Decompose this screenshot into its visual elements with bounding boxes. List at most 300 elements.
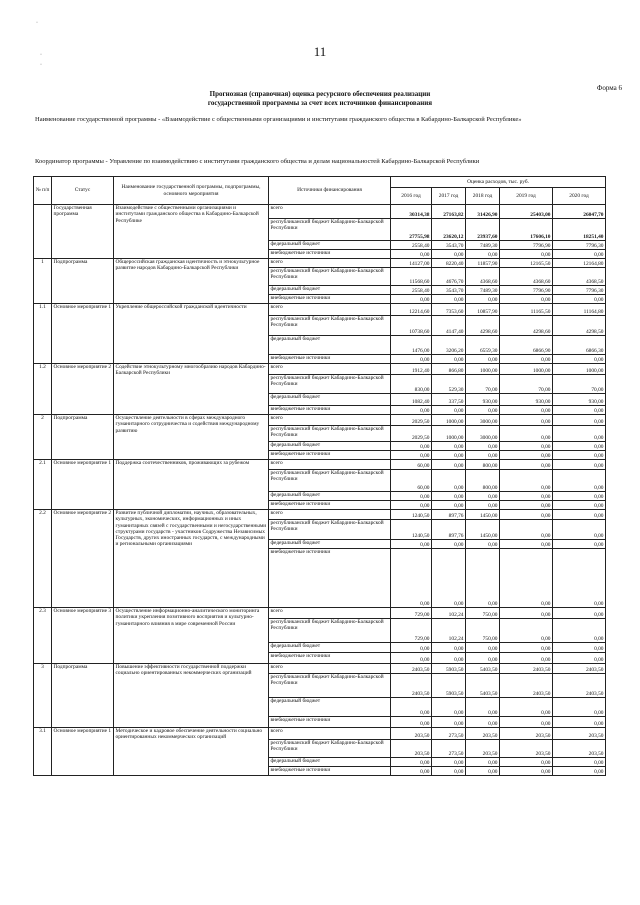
amount-cell: 203,50 [466,728,500,740]
funding-source: внебюджетные источники [269,295,391,304]
funding-source: федеральный бюджет [269,698,391,717]
row-number: 1.2 [34,364,52,415]
amount-cell: 0,00 [432,540,466,549]
amount-cell: 203,50 [500,740,553,758]
amount-cell: 2403,50 [391,664,432,674]
amount-cell: 203,50 [553,740,606,758]
amount-cell: 11165,50 [500,304,553,316]
amount-cell: 897,76 [432,520,466,540]
amount-cell: 4147,40 [432,316,466,336]
amount-cell: 10857,90 [466,304,500,316]
header-year: 2018 год [466,188,500,205]
amount-cell: 0,00 [391,492,432,501]
amount-cell: 11857,90 [466,259,500,268]
amount-cell: 5403,50 [466,674,500,698]
amount-cell: 0,00 [500,619,553,643]
row-status: Основное мероприятие 1 [52,304,114,364]
amount-cell: 4368,60 [466,268,500,286]
amount-cell: 2029,50 [391,426,432,442]
program-coordinator: Координатор программы - Управление по взаимодействию с институтами гражданского общества и делам национальностей Кабардино-Балкарской Республики [35,158,480,165]
amount-cell: 0,00 [553,470,606,492]
amount-cell: 0,00 [391,250,432,259]
amount-cell: 0,00 [432,451,466,460]
amount-cell: 0,00 [466,717,500,728]
row-program-name: Повышение эффективности государственной поддержки социально ориентированных некоммерческих организаций [114,664,269,728]
scan-mark: · [40,62,42,68]
amount-cell: 0,00 [500,549,553,608]
row-program-name: Взаимодействие с общественными организациями и институтами гражданского общества в Кабардино-Балкарской Республике [114,205,269,259]
amount-cell: 0,00 [500,608,553,619]
amount-cell: 750,00 [466,619,500,643]
amount-cell: 7489,30 [466,286,500,295]
funding-source: всего [269,205,391,219]
amount-cell: 1082,40 [391,394,432,406]
table-row [34,415,606,426]
amount-cell: 2029,50 [391,415,432,426]
funding-source: федеральный бюджет [269,336,391,355]
amount-cell: 897,76 [432,510,466,520]
amount-cell: 0,00 [432,492,466,501]
amount-cell: 203,50 [466,740,500,758]
row-number: 2.3 [34,608,52,664]
amount-cell: 31426,90 [466,205,500,219]
amount-cell: 273,50 [432,728,466,740]
funding-source: внебюджетные источники [269,767,391,776]
table-row [34,460,606,470]
funding-source: всего [269,415,391,426]
amount-cell: 0,00 [553,643,606,653]
amount-cell: 1450,00 [466,520,500,540]
title-line-2: государственной программы за счет всех источников финансирования [207,99,433,107]
funding-source: федеральный бюджет [269,241,391,250]
amount-cell: 0,00 [466,643,500,653]
funding-source: федеральный бюджет [269,758,391,767]
table-row [34,259,606,268]
table-header [34,177,606,205]
amount-cell: 0,00 [432,501,466,510]
funding-source: внебюджетные источники [269,653,391,664]
amount-cell: 830,00 [391,375,432,394]
row-status: Основное мероприятие 3 [52,608,114,664]
amount-cell: 4298,50 [553,316,606,336]
funding-source: всего [269,304,391,316]
row-number [34,205,52,259]
amount-cell: 0,00 [432,442,466,451]
amount-cell: 11568,60 [391,268,432,286]
amount-cell: 0,00 [391,549,432,608]
row-status: Подпрограмма [52,415,114,460]
amount-cell: 26047,70 [553,205,606,219]
funding-source: всего [269,259,391,268]
amount-cell: 0,00 [466,442,500,451]
row-status: Основное мероприятие 2 [52,364,114,415]
amount-cell: 0,00 [553,460,606,470]
amount-cell: 1000,00 [500,364,553,375]
amount-cell: 18251,40 [553,219,606,241]
amount-cell: 529,30 [432,375,466,394]
header-sources: Источники финансирования [269,177,391,205]
funding-source: федеральный бюджет [269,540,391,549]
amount-cell: 7796,90 [500,286,553,295]
amount-cell: 800,00 [466,470,500,492]
page-number: 11 [313,44,327,59]
amount-cell: 14127,00 [391,259,432,268]
amount-cell: 0,00 [500,758,553,767]
amount-cell: 0,00 [553,510,606,520]
amount-cell: 273,50 [432,740,466,758]
amount-cell: 4298,60 [500,316,553,336]
amount-cell: 23620,12 [432,219,466,241]
amount-cell: 0,00 [500,442,553,451]
amount-cell: 6866,30 [553,336,606,355]
amount-cell: 0,00 [391,406,432,415]
amount-cell: 1000,00 [432,426,466,442]
funding-source: республиканский бюджет Кабардино-Балкарской Республики [269,375,391,394]
amount-cell: 3543,70 [432,286,466,295]
funding-source: республиканский бюджет Кабардино-Балкарской Республики [269,219,391,241]
amount-cell: 60,00 [391,470,432,492]
funding-source: всего [269,460,391,470]
amount-cell: 0,00 [500,470,553,492]
row-status: Подпрограмма [52,664,114,728]
program-name: Наименование государственной программы - «Взаимодействие с общественными организациями и институтами гражданского общества в Кабардино-Балкарской Республике» [35,116,522,123]
amount-cell: 1476,00 [391,336,432,355]
amount-cell: 0,00 [432,460,466,470]
table-row [34,364,606,375]
row-status: Основное мероприятие 1 [52,460,114,510]
amount-cell: 1000,00 [466,364,500,375]
amount-cell: 0,00 [500,540,553,549]
amount-cell: 0,00 [466,653,500,664]
amount-cell: 0,00 [432,717,466,728]
amount-cell: 1912,40 [391,364,432,375]
header-name: Наименование государственной программы, подпрограммы, основного мероприятия [114,177,269,205]
amount-cell: 5903,50 [432,664,466,674]
funding-source: внебюджетные источники [269,406,391,415]
amount-cell: 2403,50 [391,674,432,698]
table-row [34,728,606,740]
amount-cell: 729,00 [391,619,432,643]
funding-source: республиканский бюджет Кабардино-Балкарской Республики [269,316,391,336]
funding-source: всего [269,364,391,375]
amount-cell: 0,00 [432,355,466,364]
amount-cell: 0,00 [553,250,606,259]
amount-cell: 0,00 [553,758,606,767]
row-status: Государственная программа [52,205,114,259]
row-status: Подпрограмма [52,259,114,304]
amount-cell: 7796,90 [500,241,553,250]
amount-cell: 0,00 [553,451,606,460]
amount-cell: 17606,10 [500,219,553,241]
amount-cell: 0,00 [432,758,466,767]
amount-cell: 2558,40 [391,241,432,250]
amount-cell: 0,00 [391,451,432,460]
amount-cell: 60,00 [391,460,432,470]
amount-cell: 7353,60 [432,304,466,316]
amount-cell: 0,00 [466,406,500,415]
amount-cell: 203,50 [391,740,432,758]
amount-cell: 0,00 [466,549,500,608]
amount-cell: 27163,82 [432,205,466,219]
amount-cell: 0,00 [466,295,500,304]
row-status: Основное мероприятие 1 [52,728,114,776]
amount-cell: 23937,60 [466,219,500,241]
amount-cell: 0,00 [391,698,432,717]
amount-cell: 5403,50 [466,664,500,674]
table-row [34,664,606,674]
amount-cell: 3543,70 [432,241,466,250]
header-year: 2016 год [391,188,432,205]
row-number: 3.1 [34,728,52,776]
amount-cell: 0,00 [553,767,606,776]
row-program-name: Осуществление информационно-аналитического мониторинга политики укрепления позитивного восприятия и культурно-гуманитарного влияния в мире современной России [114,608,269,664]
amount-cell: 0,00 [466,501,500,510]
amount-cell: 0,00 [500,501,553,510]
amount-cell: 0,00 [553,608,606,619]
amount-cell: 7796,30 [553,241,606,250]
resource-table [33,176,606,776]
row-number: 2.1 [34,460,52,510]
amount-cell: 0,00 [500,355,553,364]
amount-cell: 0,00 [553,426,606,442]
amount-cell: 12214,60 [391,304,432,316]
amount-cell: 1000,00 [553,364,606,375]
table-row [34,304,606,316]
row-number: 2.2 [34,510,52,608]
amount-cell: 0,00 [500,653,553,664]
funding-source: республиканский бюджет Кабардино-Балкарской Республики [269,268,391,286]
amount-cell: 70,00 [500,375,553,394]
amount-cell: 0,00 [500,698,553,717]
amount-cell: 4676,70 [432,268,466,286]
header-estimate: Оценка расходов, тыс. руб. [391,177,606,188]
title-line-1: Прогнозная (справочная) оценка ресурсного обеспечения реализации [209,90,431,98]
amount-cell: 0,00 [466,698,500,717]
funding-source: внебюджетные источники [269,549,391,608]
row-number: 2 [34,415,52,460]
amount-cell: 203,50 [500,728,553,740]
row-program-name: Укрепление общероссийской гражданской идентичности [114,304,269,364]
table-body [34,205,606,776]
amount-cell: 0,00 [553,717,606,728]
amount-cell: 7489,30 [466,241,500,250]
amount-cell: 0,00 [391,653,432,664]
amount-cell: 930,00 [553,394,606,406]
amount-cell: 30314,38 [391,205,432,219]
funding-source: федеральный бюджет [269,286,391,295]
amount-cell: 0,00 [432,767,466,776]
amount-cell: 7796,30 [553,286,606,295]
amount-cell: 0,00 [553,549,606,608]
amount-cell: 203,50 [391,728,432,740]
amount-cell: 10738,60 [391,316,432,336]
amount-cell: 5903,50 [432,674,466,698]
amount-cell: 0,00 [432,295,466,304]
funding-source: республиканский бюджет Кабардино-Балкарской Республики [269,619,391,643]
table-row [34,608,606,619]
amount-cell: 0,00 [391,758,432,767]
funding-source: всего [269,608,391,619]
funding-source: федеральный бюджет [269,394,391,406]
amount-cell: 2403,50 [500,674,553,698]
amount-cell: 0,00 [500,250,553,259]
row-number: 1.1 [34,304,52,364]
amount-cell: 337,50 [432,394,466,406]
amount-cell: 0,00 [553,698,606,717]
amount-cell: 4368,50 [553,268,606,286]
amount-cell: 11164,80 [553,304,606,316]
document-title [150,90,490,108]
amount-cell: 0,00 [500,460,553,470]
row-status: Основное мероприятие 2 [52,510,114,608]
amount-cell: 0,00 [432,406,466,415]
amount-cell: 102,24 [432,608,466,619]
row-number: 1 [34,259,52,304]
amount-cell: 0,00 [500,406,553,415]
funding-source: федеральный бюджет [269,442,391,451]
row-program-name: Общероссийская гражданская идентичность и этнокультурное развитие народов Кабардино-Балкарской Республики [114,259,269,304]
amount-cell: 25403,00 [500,205,553,219]
amount-cell: 0,00 [500,492,553,501]
row-number: 3 [34,664,52,728]
amount-cell: 0,00 [466,492,500,501]
amount-cell: 0,00 [553,653,606,664]
amount-cell: 0,00 [391,355,432,364]
amount-cell: 2403,50 [553,674,606,698]
row-program-name: Осуществление деятельности в сферах международного гуманитарного сотрудничества и содействия международному развитию [114,415,269,460]
amount-cell: 0,00 [500,451,553,460]
amount-cell: 0,00 [391,295,432,304]
amount-cell: 729,00 [391,608,432,619]
funding-source: республиканский бюджет Кабардино-Балкарской Республики [269,520,391,540]
amount-cell: 6866,90 [500,336,553,355]
row-program-name: Содействие этнокультурному многообразию народов Кабардино-Балкарской Республики [114,364,269,415]
amount-cell: 0,00 [553,442,606,451]
amount-cell: 0,00 [432,470,466,492]
amount-cell: 0,00 [391,442,432,451]
amount-cell: 0,00 [553,619,606,643]
amount-cell: 0,00 [432,643,466,653]
funding-source: всего [269,664,391,674]
amount-cell: 1240,50 [391,510,432,520]
amount-cell: 0,00 [391,501,432,510]
amount-cell: 1240,50 [391,520,432,540]
resource-table-container [33,176,605,776]
amount-cell: 12164,80 [553,259,606,268]
amount-cell: 2403,50 [500,664,553,674]
amount-cell: 866,80 [432,364,466,375]
form-label: Форма 6 [596,84,622,92]
amount-cell: 0,00 [466,767,500,776]
amount-cell: 0,00 [500,717,553,728]
funding-source: республиканский бюджет Кабардино-Балкарской Республики [269,740,391,758]
amount-cell: 0,00 [432,250,466,259]
amount-cell: 0,00 [553,415,606,426]
amount-cell: 0,00 [553,355,606,364]
header-year: 2020 год [553,188,606,205]
row-program-name: Развитие публичной дипломатии, научных, образовательных, культурных, экономических, информационных и иных гуманитарных связей с государственными и негосударственными структурами государств - участников Содружества Независимых Государств, других иностранных государств, с международными и региональными организациями [114,510,269,608]
amount-cell: 3000,00 [466,415,500,426]
amount-cell: 0,00 [500,415,553,426]
amount-cell: 8220,40 [432,259,466,268]
amount-cell: 0,00 [500,295,553,304]
amount-cell: 6559,30 [466,336,500,355]
funding-source: федеральный бюджет [269,643,391,653]
header-status: Статус [52,177,114,205]
funding-source: федеральный бюджет [269,492,391,501]
row-program-name: Методическое и кадровое обеспечение деятельности социально ориентированных некоммерческих организаций [114,728,269,776]
amount-cell: 12165,50 [500,259,553,268]
header-year: 2019 год [500,188,553,205]
funding-source: республиканский бюджет Кабардино-Балкарской Республики [269,674,391,698]
amount-cell: 0,00 [466,250,500,259]
amount-cell: 0,00 [432,698,466,717]
funding-source: всего [269,728,391,740]
header-year: 2017 год [432,188,466,205]
amount-cell: 3206,20 [432,336,466,355]
amount-cell: 0,00 [466,355,500,364]
amount-cell: 0,00 [553,406,606,415]
row-program-name: Поддержка соотечественников, проживающих за рубежом [114,460,269,510]
funding-source: внебюджетные источники [269,451,391,460]
funding-source: республиканский бюджет Кабардино-Балкарской Республики [269,426,391,442]
amount-cell: 27755,98 [391,219,432,241]
amount-cell: 0,00 [391,643,432,653]
amount-cell: 750,00 [466,608,500,619]
header-num: № п/п [34,177,52,205]
table-row [34,205,606,219]
amount-cell: 0,00 [500,510,553,520]
amount-cell: 930,00 [466,394,500,406]
funding-source: внебюджетные источники [269,717,391,728]
funding-source: внебюджетные источники [269,355,391,364]
amount-cell: 0,00 [500,643,553,653]
amount-cell: 4298,60 [466,316,500,336]
amount-cell: 4368,60 [500,268,553,286]
amount-cell: 0,00 [391,540,432,549]
amount-cell: 0,00 [432,549,466,608]
amount-cell: 102,24 [432,619,466,643]
amount-cell: 800,00 [466,460,500,470]
amount-cell: 930,00 [500,394,553,406]
scan-mark: · [40,52,42,58]
amount-cell: 0,00 [553,492,606,501]
amount-cell: 70,00 [466,375,500,394]
amount-cell: 0,00 [466,451,500,460]
amount-cell: 0,00 [500,426,553,442]
amount-cell: 1000,00 [432,415,466,426]
amount-cell: 70,00 [553,375,606,394]
amount-cell: 0,00 [432,653,466,664]
amount-cell: 0,00 [391,717,432,728]
amount-cell: 0,00 [466,540,500,549]
amount-cell: 0,00 [466,758,500,767]
funding-source: всего [269,510,391,520]
amount-cell: 2558,40 [391,286,432,295]
amount-cell: 0,00 [553,520,606,540]
amount-cell: 2403,50 [553,664,606,674]
amount-cell: 203,50 [553,728,606,740]
table-row [34,510,606,520]
scan-mark: · [36,20,38,26]
funding-source: внебюджетные источники [269,501,391,510]
amount-cell: 0,00 [553,295,606,304]
amount-cell: 0,00 [553,501,606,510]
amount-cell: 1450,00 [466,510,500,520]
amount-cell: 0,00 [391,767,432,776]
amount-cell: 0,00 [500,767,553,776]
funding-source: республиканский бюджет Кабардино-Балкарской Республики [269,470,391,492]
